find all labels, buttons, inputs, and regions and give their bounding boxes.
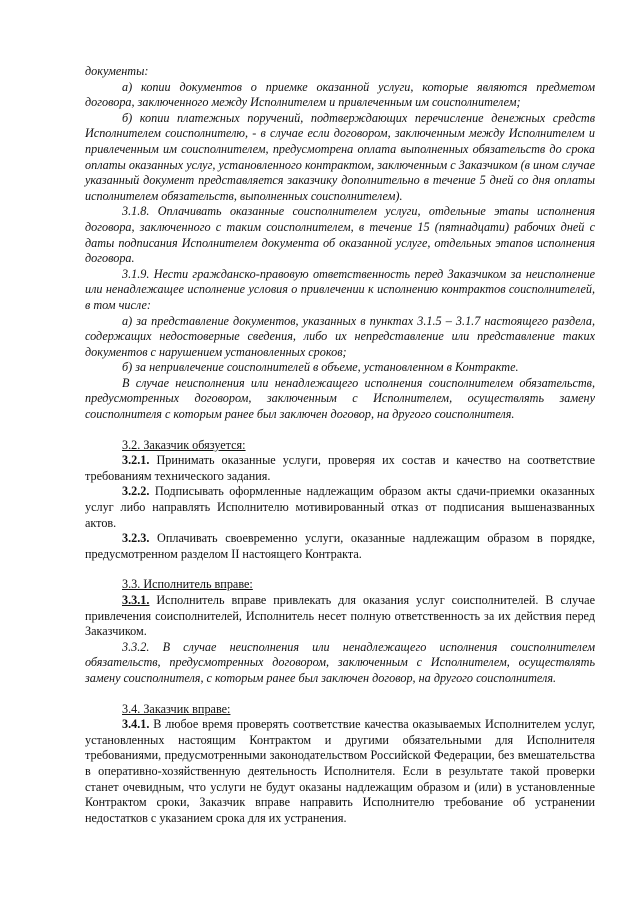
paragraph-3-1-9-a: а) за представление документов, указанных в пунктах 3.1.5 – 3.1.7 настоящего раздела, содержащих недостоверные сведения, либо их непредставление или представление таких документов с нарушением установленных сроков; [85,313,595,359]
spacer [85,687,595,702]
paragraph-documents-intro: документы: [85,64,149,78]
clause-text: Оплачивать своевременно услуги, оказанные надлежащим образом в порядке, предусмотренном разделом II настоящего Контракта. [85,531,595,561]
paragraph-replacement: В случае неисполнения или ненадлежащего исполнения соисполнителем обязательств, предусмотренных договором, заключенным с Исполнителем, осуществлять замену соисполнителя с которым ранее был заключен договор, на другого соисполнителя. [85,375,595,422]
clause-3-3-1 [85,593,595,640]
section-3-3-heading: 3.3. Исполнитель вправе: [122,577,253,592]
clause-3-2-2 [85,484,595,531]
clause-number: 3.3.1. [122,593,150,607]
clause-number: 3.2.2. [122,484,150,499]
clause-text: Исполнитель вправе привлекать для оказания услуг соисполнителей. В случае привлечения соисполнителей, Исполнитель несет полную ответственность за их действия перед Заказчиком. [85,593,595,639]
clause-number: 3.4.1. [122,717,150,732]
paragraph-item-b-payments: б) копии платежных поручений, подтверждающих перечисление денежных средств Исполнителем соисполнителю, - в случае если договором, заключенным между Исполнителем и привлеченным им соисполнителем, предусмотрена оплата выполненных обязательств до срока оплаты оказанных услуг, установленного контрактом, заключенным с Заказчиком (в ином случае указанный документ представляется заказчику дополнительно в течение 5 дней со дня оплаты исполнителем обязательств, выполненных соисполнителем). [85,110,595,203]
clause-3-3-2: 3.3.2. В случае неисполнения или ненадлежащего исполнения соисполнителем обязательств, предусмотренных договором, заключенным с Исполнителем, осуществлять замену соисполнителя, с которым ранее был заключен договор, на другого соисполнителя. [85,639,595,685]
clause-3-4-1 [85,717,595,826]
clause-text: В любое время проверять соответствие качества оказываемых Исполнителем услуг, установленных настоящим Контрактом и другими обязательными для Исполнителя требованиями, предусмотренными законодательством Российской Федерации, без вмешательства в оперативно-хозяйственную деятельность Исполнителя. Если в результате такой проверки станет очевидным, что услуги не будут оказаны надлежащим образом и (или) в установленные Контрактом сроки, Заказчик вправе направить Исполнителю требование об устранении недостатков с указанием срока для их устранения. [85,717,595,825]
clause-3-2-3 [85,531,595,562]
clause-text: Принимать оказанные услуги, проверяя их состав и качество на соответствие требованиям технического задания. [85,453,595,483]
section-3-2-heading: 3.2. Заказчик обязуется: [122,437,246,452]
spacer [85,423,595,438]
clause-3-2-1 [85,453,595,484]
paragraph-item-a-copies: а) копии документов о приемке оказанной услуги, которые являются предметом договора, заключенного между Исполнителем и привлеченным им соисполнителем; [85,79,595,110]
section-3-4-heading: 3.4. Заказчик вправе: [122,701,231,716]
document-page [85,64,595,826]
clause-number: 3.2.3. [122,531,150,546]
clause-text: Подписывать оформленные надлежащим образом акты сдачи-приемки оказанных услуг либо направлять Исполнителю мотивированный отказ от подписания вышеназванных актов. [85,484,595,530]
paragraph-3-1-8: 3.1.8. Оплачивать оказанные соисполнителем услуги, отдельные этапы исполнения договора, заключенного с таким соисполнителем, в течение 15 (пятнадцати) рабочих дней с даты подписания Исполнителем документа об оказанной услуге, отдельных этапов исполнения договора. [85,204,595,266]
spacer [85,562,595,577]
paragraph-3-1-9-b: б) за непривлечение соисполнителей в объеме, установленном в Контракте. [122,360,519,375]
clause-number: 3.2.1. [122,453,150,468]
paragraph-3-1-9: 3.1.9. Нести гражданско-правовую ответственность перед Заказчиком за неисполнение или ненадлежащее исполнение условия о привлечении к исполнению контрактов соисполнителей, в том числе: [85,266,595,312]
